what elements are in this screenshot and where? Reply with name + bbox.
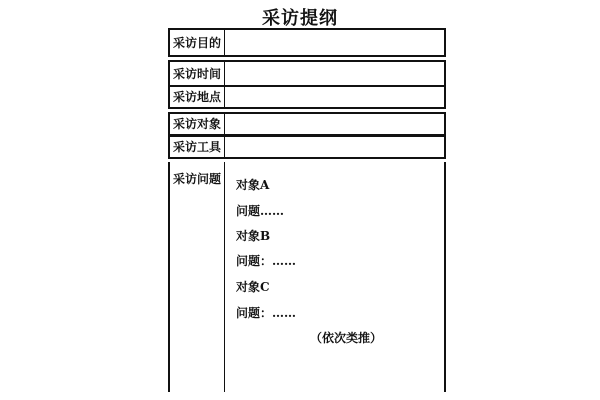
- question-line: 问题：……: [236, 306, 297, 320]
- row-interview-time: [168, 60, 446, 87]
- row-label: 采访时间: [170, 62, 225, 85]
- row-interview-place: [168, 85, 446, 109]
- row-label: 采访地点: [170, 87, 225, 107]
- question-line: 对象A: [236, 178, 270, 192]
- row-label: 采访问题: [170, 162, 225, 392]
- row-label: 采访工具: [170, 137, 225, 157]
- continuation-note: （依次类推）: [310, 331, 383, 345]
- row-label: 采访目的: [170, 30, 225, 55]
- question-line: 问题……: [236, 204, 285, 218]
- row-value: [225, 30, 444, 55]
- question-line: 对象B: [236, 229, 271, 243]
- row-value: [225, 114, 444, 134]
- question-line: 对象C: [236, 280, 270, 294]
- row-value: [225, 87, 444, 107]
- row-interview-questions: [168, 162, 446, 392]
- document-title: 采访提纲: [262, 8, 338, 29]
- row-interview-tools: [168, 135, 446, 159]
- row-label: 采访对象: [170, 114, 225, 134]
- row-value: [225, 62, 444, 85]
- row-value: [225, 137, 444, 157]
- row-interview-subject: [168, 112, 446, 136]
- row-interview-purpose: [168, 28, 446, 57]
- question-line: 问题：……: [236, 254, 297, 268]
